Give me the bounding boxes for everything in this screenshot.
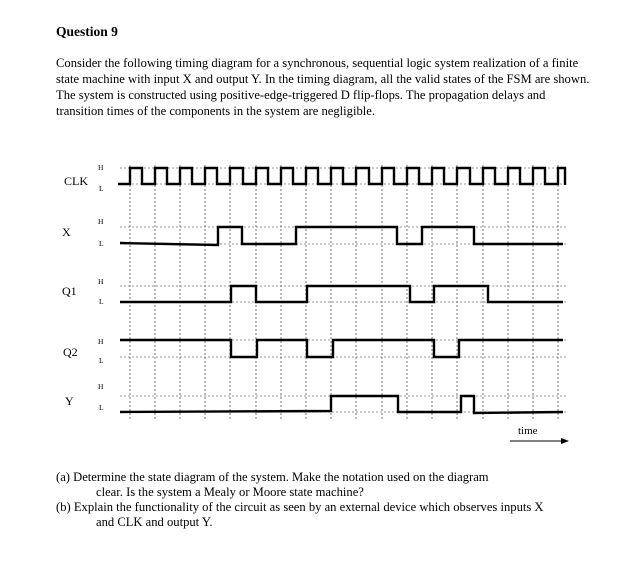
waveform-x xyxy=(120,227,563,245)
waveform-q1 xyxy=(120,286,563,302)
part-a xyxy=(56,470,601,500)
signal-name-q1: Q1 xyxy=(62,284,77,298)
signal-name-clk: CLK xyxy=(64,174,88,188)
question-title: Question 9 xyxy=(56,24,118,39)
part-b-line-1: (b) Explain the functionality of the circuit as seen by an external device which observes inputs X xyxy=(56,500,544,514)
level-high-clk: H xyxy=(98,163,104,172)
level-low-q1: L xyxy=(99,297,104,306)
level-low-q2: L xyxy=(99,356,104,365)
level-low-x: L xyxy=(99,239,104,248)
level-low-y: L xyxy=(99,403,104,412)
part-b xyxy=(56,500,601,530)
waveform-q2 xyxy=(120,340,563,357)
level-high-y: H xyxy=(98,382,104,391)
time-arrow-icon xyxy=(561,438,569,444)
waveform-y xyxy=(120,396,563,413)
part-a-line-1: (a) Determine the state diagram of the system. Make the notation used on the diagram xyxy=(56,470,489,484)
level-high-x: H xyxy=(98,217,104,226)
intro-text: Consider the following timing diagram for a synchronous, sequential logic system realization of a finite state machine with input X and output Y. In the timing diagram, all the valid states of the FSM are shown. The system is constructed using positive-edge-triggered D flip-flops. The propagation delays and transition times of the components in the system are negligible. xyxy=(56,56,590,118)
level-high-q2: H xyxy=(98,337,104,346)
waveform-clk xyxy=(118,168,565,185)
signal-name-q2: Q2 xyxy=(63,345,78,359)
signal-name-x: X xyxy=(62,225,71,239)
time-axis-label: time xyxy=(518,425,538,437)
signal-name-y: Y xyxy=(65,394,74,408)
level-high-q1: H xyxy=(98,277,104,286)
clock-edge-gridlines xyxy=(130,165,558,420)
part-b-line-2: and CLK and output Y. xyxy=(96,515,213,529)
level-low-clk: L xyxy=(99,184,104,193)
part-a-line-2: clear. Is the system a Mealy or Moore state machine? xyxy=(96,485,364,499)
level-reference-lines xyxy=(120,168,567,412)
